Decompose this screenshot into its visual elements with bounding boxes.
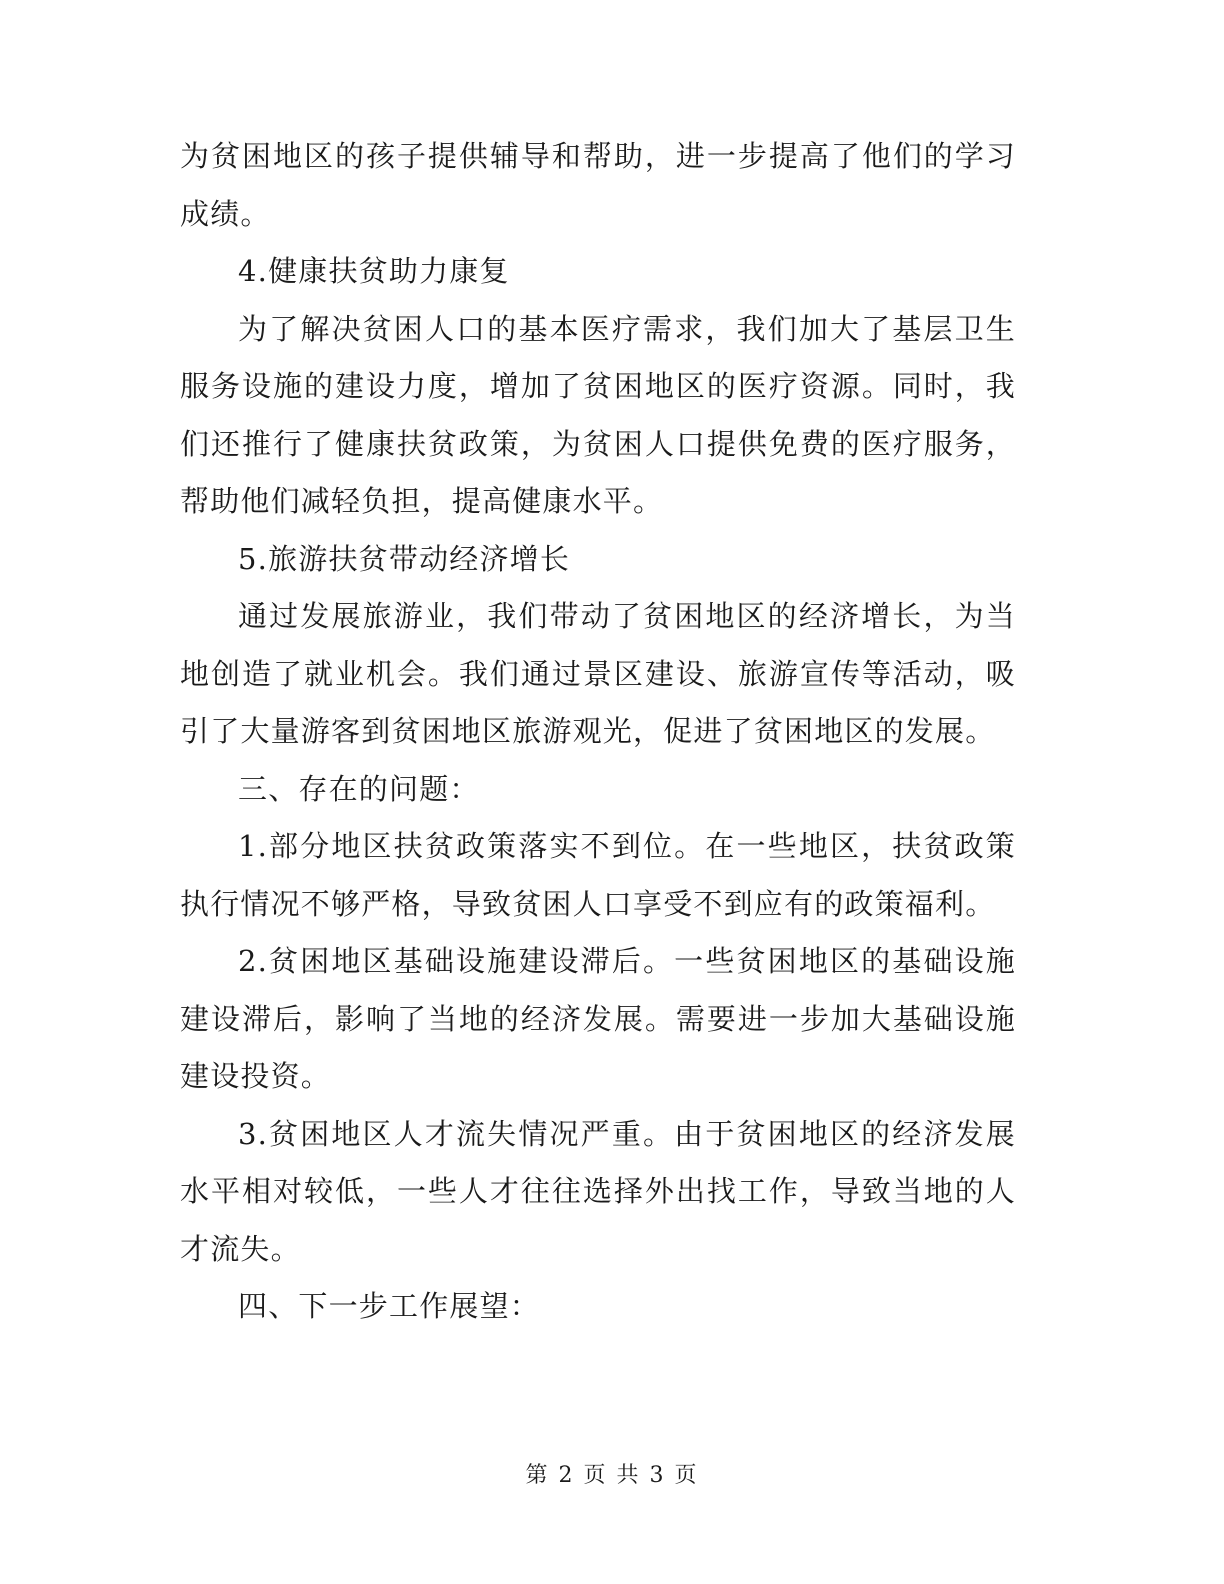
- document-body: [180, 128, 1016, 1336]
- page-number-footer: 第 2 页 共 3 页: [525, 1463, 699, 1488]
- section-heading-problems: 三、存在的问题：: [238, 771, 480, 806]
- problem-item-2: 2.贫困地区基础设施建设滞后。一些贫困地区的基础设施建设滞后，影响了当地的经济发展。需要进一步加大基础设施建设投资。: [180, 944, 1016, 1093]
- heading-health-poverty: 4.健康扶贫助力康复: [238, 254, 510, 288]
- problem-item-1: 1.部分地区扶贫政策落实不到位。在一些地区，扶贫政策执行情况不够严格，导致贫困人口享受不到应有的政策福利。: [180, 829, 1016, 921]
- heading-tourism-poverty: 5.旅游扶贫带动经济增长: [238, 541, 571, 576]
- section-heading-outlook: 四、下一步工作展望：: [238, 1289, 541, 1323]
- paragraph-continuation: 为贫困地区的孩子提供辅导和帮助，进一步提高了他们的学习成绩。: [180, 139, 1016, 231]
- paragraph-health-poverty: 为了解决贫困人口的基本医疗需求，我们加大了基层卫生服务设施的建设力度，增加了贫困地区的医疗资源。同时，我们还推行了健康扶贫政策，为贫困人口提供免费的医疗服务，帮助他们减轻负担，提高健康水平。: [180, 311, 1016, 518]
- problem-item-3: 3.贫困地区人才流失情况严重。由于贫困地区的经济发展水平相对较低，一些人才往往选择外出找工作，导致当地的人才流失。: [180, 1116, 1016, 1266]
- paragraph-tourism-poverty: 通过发展旅游业，我们带动了贫困地区的经济增长，为当地创造了就业机会。我们通过景区建设、旅游宣传等活动，吸引了大量游客到贫困地区旅游观光，促进了贫困地区的发展。: [180, 599, 1016, 748]
